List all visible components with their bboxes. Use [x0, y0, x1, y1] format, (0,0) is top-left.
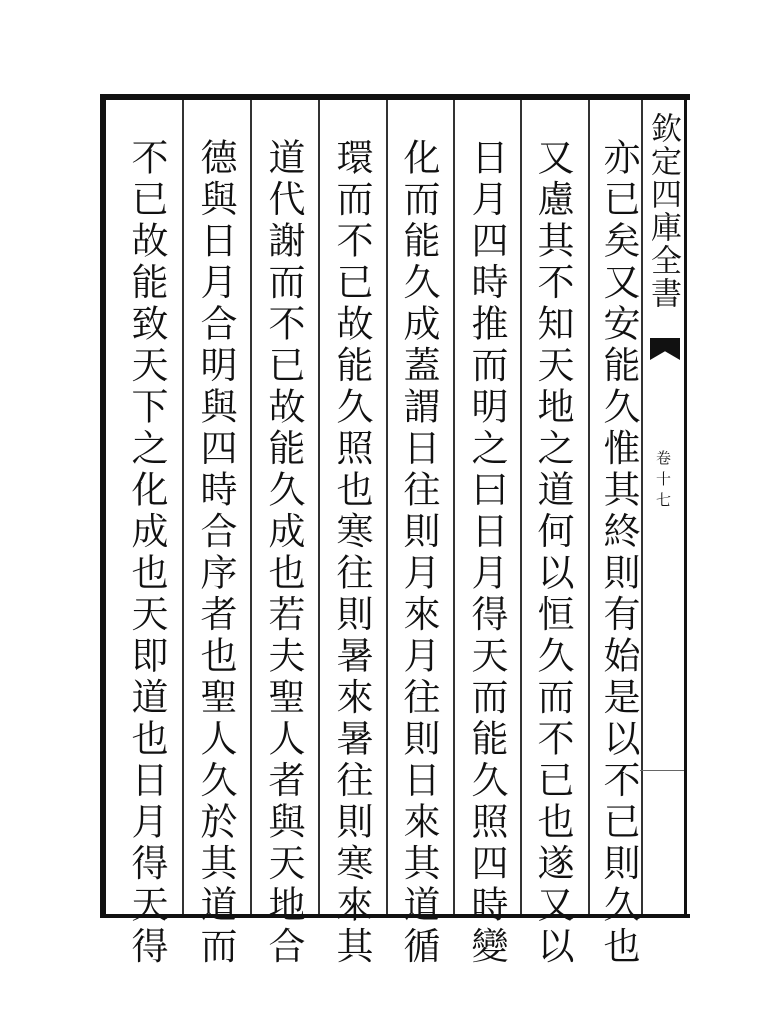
- text-column-4: 化而能久成蓋謂日往則月來月往則日來其道循: [397, 138, 440, 968]
- margin-tick: [640, 770, 684, 771]
- text-column-1: 亦已矣又安能久惟其終則有始是以不已則久也: [597, 138, 640, 968]
- column-rule: [386, 100, 388, 914]
- frame-left-border: [100, 94, 106, 918]
- text-column-2: 又慮其不知天地之道何以恒久而不已也遂又以: [531, 138, 574, 968]
- frame-right-border: [684, 94, 687, 918]
- column-rule: [182, 100, 184, 914]
- column-rule: [520, 100, 522, 914]
- book-title: 欽定四庫全書: [645, 112, 681, 310]
- column-rule: [250, 100, 252, 914]
- text-column-8: 不已故能致天下之化成也天即道也日月得天得: [125, 138, 168, 968]
- page-margin-column: [642, 100, 684, 914]
- text-column-3: 日月四時推而明之曰日月得天而能久照四時變: [465, 138, 508, 968]
- frame-top-border: [100, 94, 690, 100]
- text-column-5: 環而不已故能久照也寒往則暑來暑往則寒來其: [330, 138, 373, 968]
- column-rule: [453, 100, 455, 914]
- column-rule: [588, 100, 590, 914]
- text-column-6: 道代謝而不已故能久成也若夫聖人者與天地合: [262, 138, 305, 968]
- column-rule: [318, 100, 320, 914]
- text-column-7: 德與日月合明與四時合序者也聖人久於其道而: [194, 138, 237, 968]
- volume-label: 卷十七: [654, 450, 672, 513]
